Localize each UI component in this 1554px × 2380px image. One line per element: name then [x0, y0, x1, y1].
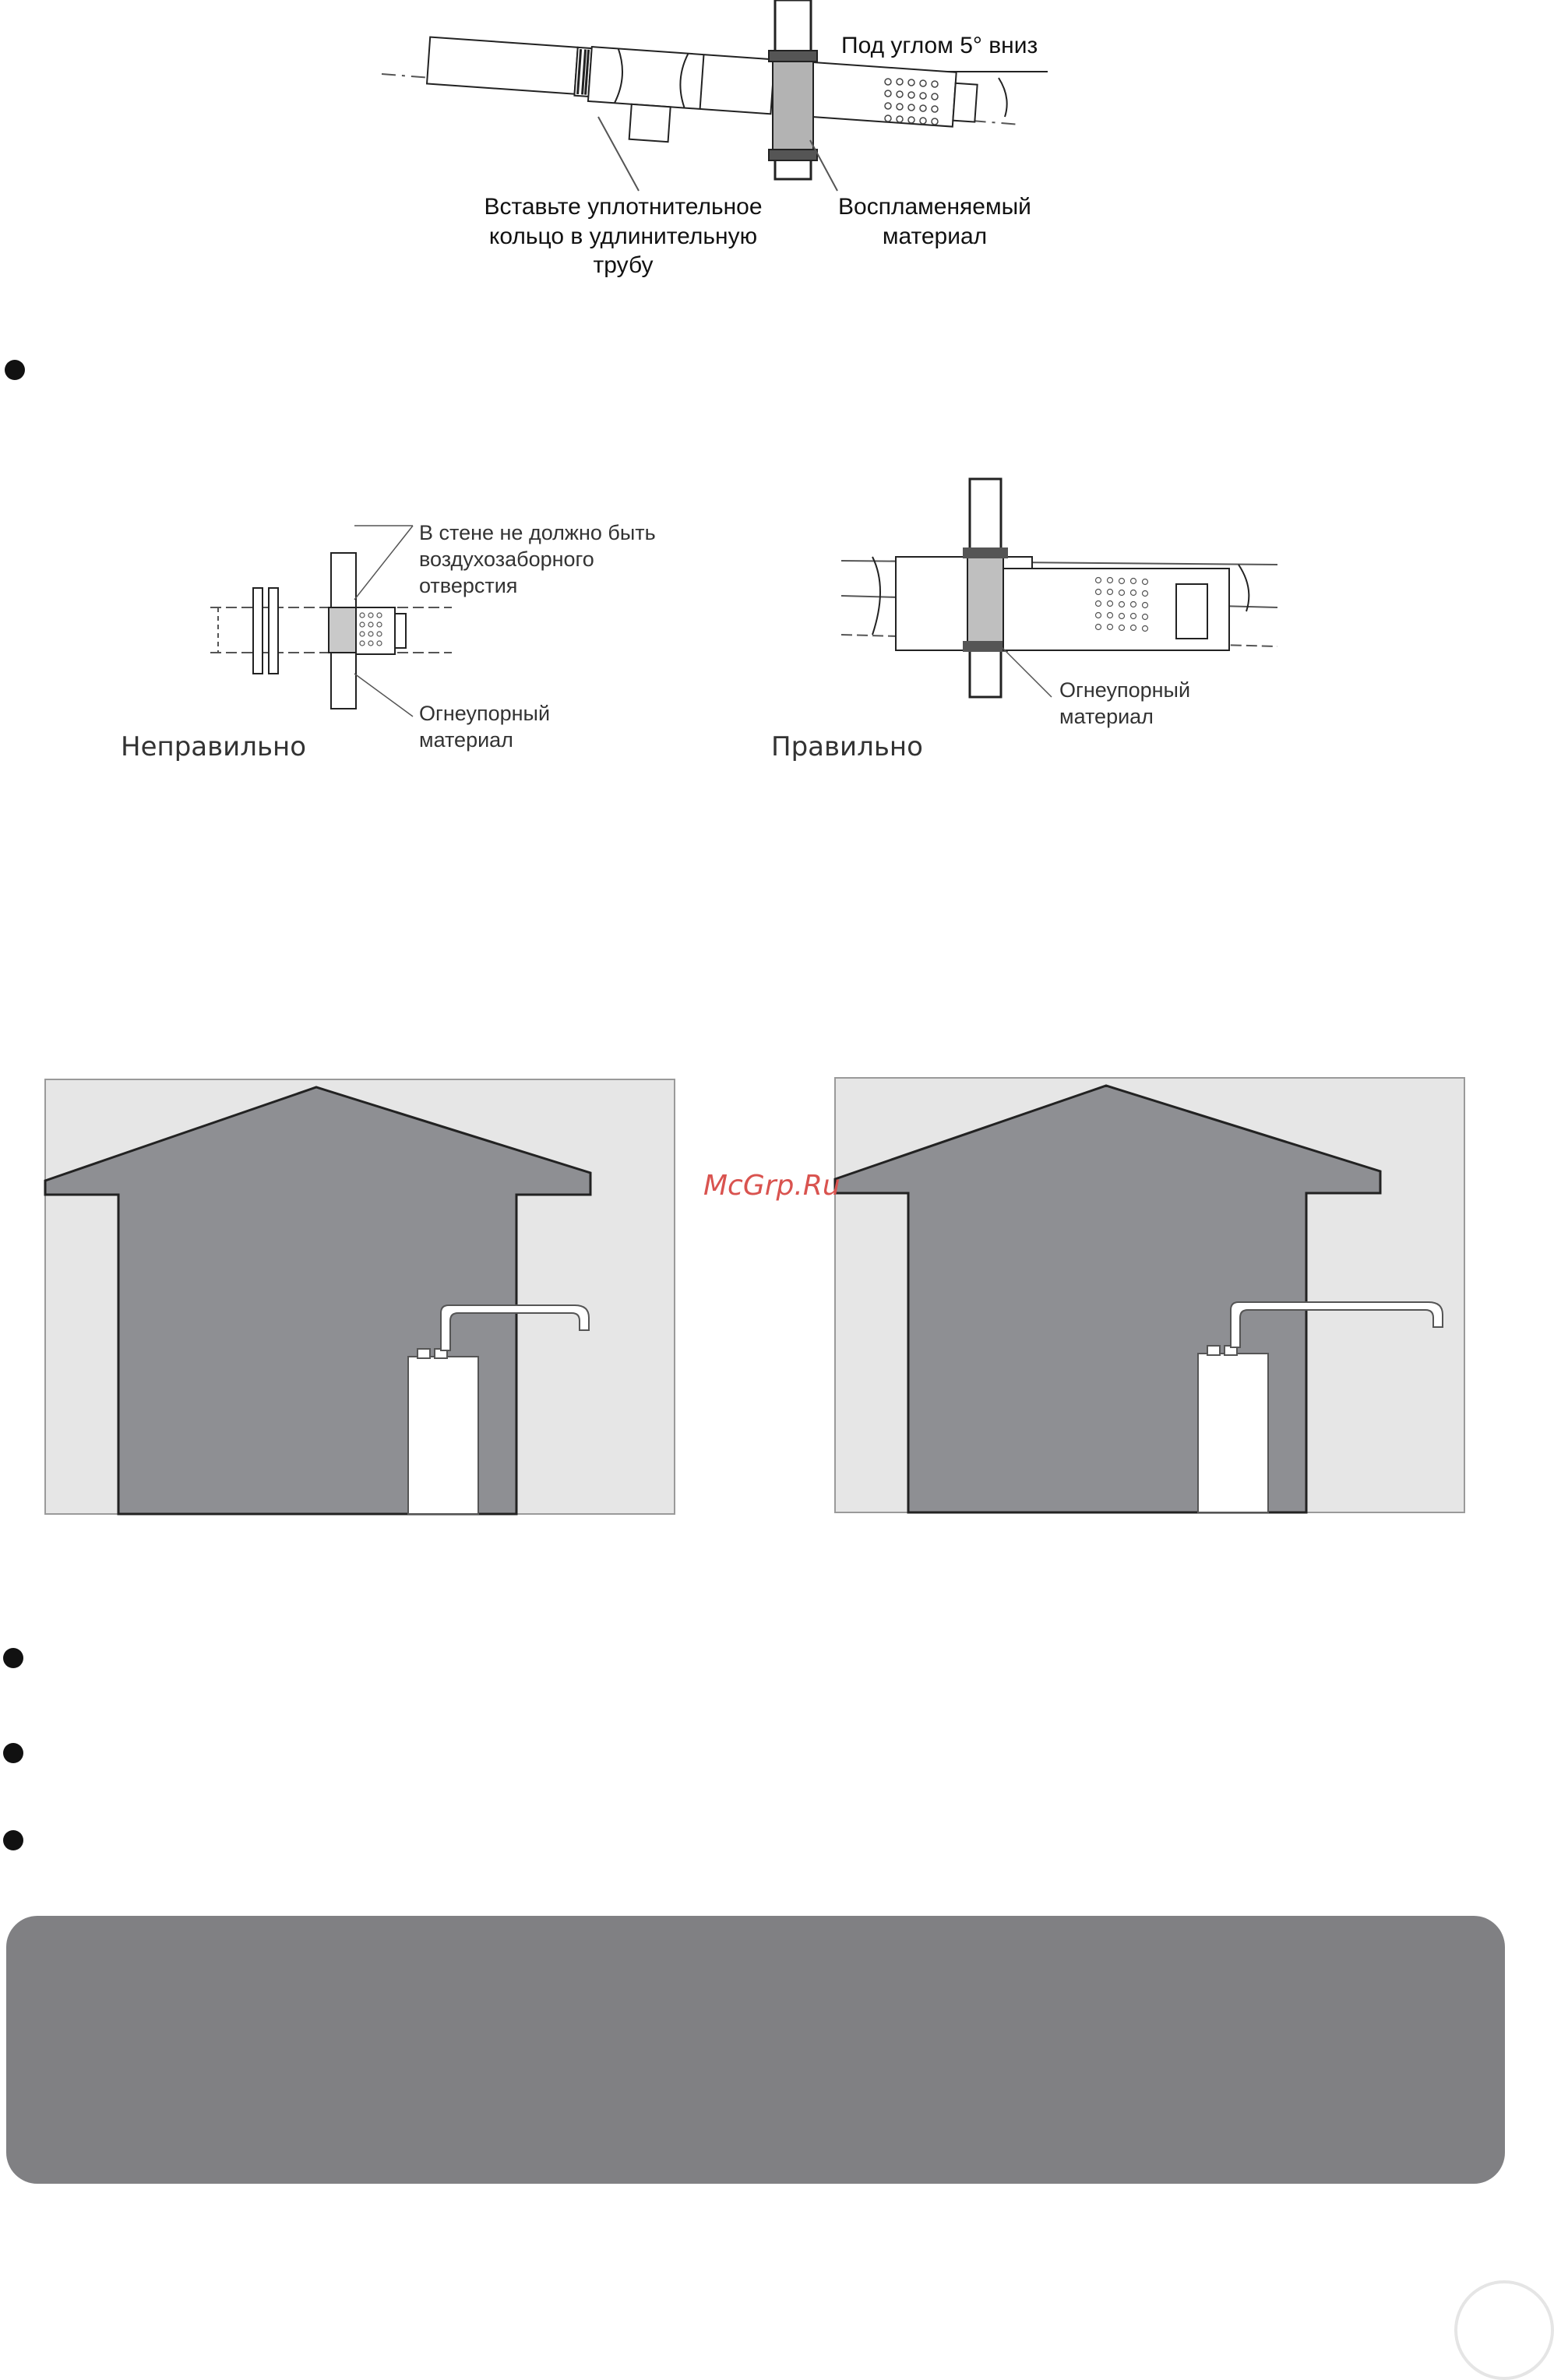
right-refractory-label: Огнеупорный материал: [1059, 678, 1191, 728]
page-number-circle: [1454, 2280, 1554, 2380]
flammable-material-label: Воспламеняемый материал: [838, 194, 1031, 249]
right-caption: Правильно: [771, 731, 923, 762]
no-air-intake-note: В стене не должно быть воздухозаборного отверстия: [419, 521, 656, 597]
seal-ring-label: Вставьте уплотнительное кольцо в удлинительную трубу: [484, 194, 763, 278]
bullet-4: [3, 1830, 23, 1850]
wrong-refractory-label: Огнеупорный материал: [419, 702, 551, 752]
house-diagram-right: [835, 1078, 1466, 1514]
house-diagram-left: [45, 1079, 676, 1516]
bullet-2: [3, 1648, 23, 1668]
bullet-3: [3, 1743, 23, 1763]
note-box: [6, 1916, 1505, 2184]
wrong-caption: Неправильно: [121, 731, 307, 762]
bullet-1: [5, 360, 25, 380]
angle-label: Под углом 5° вниз: [841, 33, 1038, 58]
watermark: McGrp.Ru: [703, 1170, 840, 1202]
